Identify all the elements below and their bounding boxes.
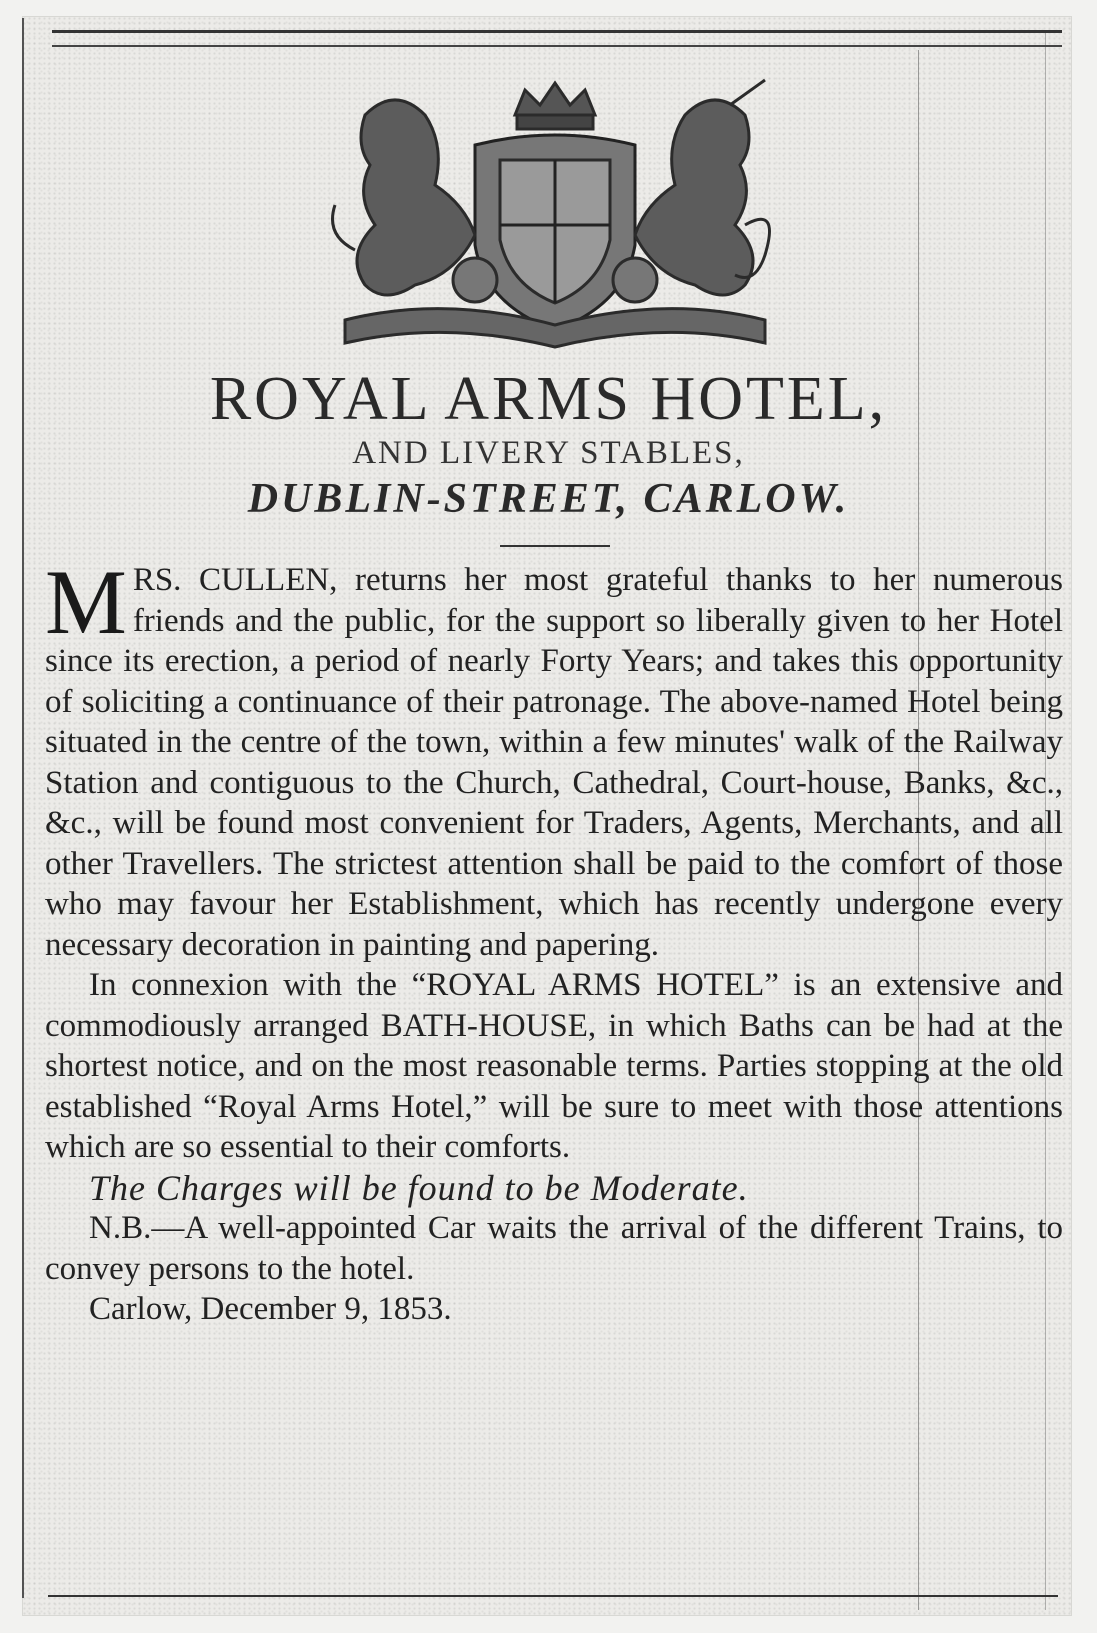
paragraph-intro <box>45 551 1063 965</box>
drop-cap: M <box>45 551 127 653</box>
top-border-rule <box>52 30 1062 47</box>
bottom-border-rule <box>48 1595 1058 1597</box>
royal-coat-of-arms-icon <box>325 75 785 355</box>
divider <box>500 545 610 547</box>
intro-text: RS. CULLEN, returns her most grateful thanks to her numerous friends and the public, for the support so liberally given to her Hotel since its erection, a period of nearly Forty Years; and takes this opportunity of soliciting a continuance of their patronage. The above-named Hotel being situated in the centre of the town, within a few minutes' walk of the Railway Station and contiguous to the Church, Cathedral, Court-house, Banks, &c., &c., will be found most convenient for Traders, Agents, Merchants, and all other Travellers. The strictest attention shall be paid to the comfort of those who may favour her Establishment, which has recently undergone every necessary decoration in painting and papering. <box>45 562 1063 963</box>
nb-note: N.B.—A well-appointed Car waits the arrival of the different Trains, to convey persons to the hotel. <box>45 1210 1063 1287</box>
paragraph-bath-house: In connexion with the “ROYAL ARMS HOTEL” is an extensive and commodiously arranged BATH-HOUSE, in which Baths can be had at the shortest notice, and on the most reasonable terms. Parties stopping at the old established “Royal Arms Hotel,” will be sure to meet with those attentions which are so essential to their comforts. <box>45 967 1063 1165</box>
charges-line: The Charges will be found to be Moderate. <box>89 1167 749 1208</box>
dateline: Carlow, December 9, 1853. <box>89 1291 452 1327</box>
address-line: DUBLIN-STREET, CARLOW. <box>247 476 850 522</box>
advertisement-body <box>45 551 1063 1330</box>
subtitle: AND LIVERY STABLES, <box>352 435 745 471</box>
hotel-title: ROYAL ARMS HOTEL, <box>209 365 888 433</box>
left-column-rule <box>22 18 24 1598</box>
